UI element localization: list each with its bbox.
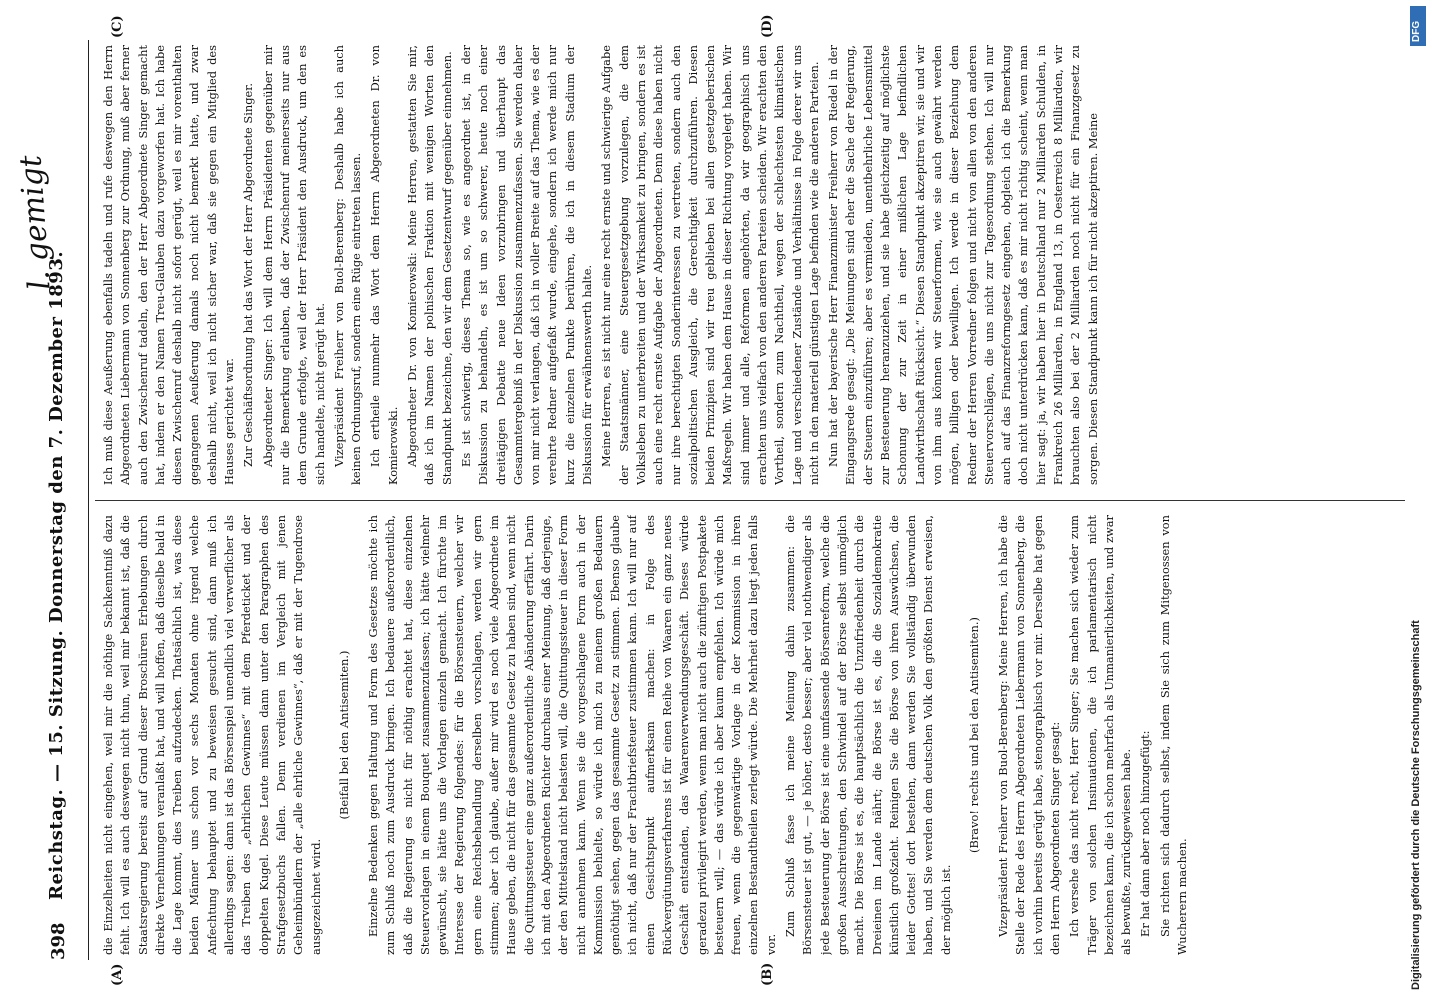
- stage-direction: (Bravo! rechts und bei den Antisemiten.): [967, 617, 982, 853]
- digitization-credit: [1408, 0, 1430, 1000]
- paragraph: Es ist schwierig, dieses Thema so, wie es angeordnet ist, in der Diskussion zu behandeln, es ist um so schwerer, heute noch einer dreitägigen Debatte neue Ideen vorzubringen und überhaupt das Gesammtergebniß in der Diskussion zusammenzufassen. Sie werden daher von mir nicht verlangen, daß ich in voller Breite auf das Thema, wie es der verehrte Redner aufgefaßt wurde, eingehe, sondern ich werde mich nur kurz die einzelnen Punkte berühren, die ich in diesem Stadium der Diskussion für erwähnenswerth halte.: [458, 45, 595, 485]
- page-header: [13, 40, 78, 960]
- handwritten-note: l. gemigt: [13, 154, 58, 292]
- speaker-paragraph: Abgeordneter Dr. von Komierowski: Meine Herren, gestatten Sie mir, daß ich im Namen der polnischen Fraktion mit wenigen Worten den Standpunkt bezeichne, den wir dem Gesetzentwurf gegenüber einnehmen.: [405, 45, 454, 485]
- paragraph: die Einzelheiten nicht eingehen, weil mir die nöthige Sachkenntniß dazu fehlt. Ich will es auch deswegen nicht thun, weil mir bekannt ist, daß die Staatsregierung bereits auf Grund dieser Broschüren Erhebungen durch direkte Vernehmungen veranlaßt hat, und will hoffen, daß dieselbe bald in die Lage kommt, dies Treiben aufzudecken. Thatsächlich ist, was diese beiden Männer uns schon vor sechs Monaten ohne irgend welche Anfechtung behauptet und zu beweisen gesucht sind, dann muß ich allerdings sagen: dann ist das Börsenspiel unendlich viel verwerflicher als das Treiben des „ehrlichen Gewinnes“ mit dem Pferdeticket und der doppelten Kugel. Diese Leute müssen dann unter den Paragraphen des Strafgesetzbuchs fallen. Denn verdienen im Vergleich mit jenen Geheimbündlern der „alle ehrliche Gewinnes“, daß er mit der Tugendrose ausgezeichnet wird.: [101, 515, 323, 955]
- margin-mark-c: (C): [110, 15, 125, 38]
- paragraph: Ich ertheile nunmehr das Wort dem Herrn Abgeordneten Dr. von Komierowski.: [368, 45, 400, 485]
- credit-text: Digitalisierung gefördert durch die Deutsche Forschungsgemeinschaft: [1410, 620, 1422, 990]
- speaker-paragraph: Vizepräsident Freiherr von Buol-Berenberg: Meine Herren, ich habe die Stelle der Rede des Herrn Abgeordneten Liebermann von Sonnenberg, die ich vorhin bereits gerügt habe, stenographisch vor mir. Derselbe hat gegen den Herrn Abgeordneten Singer gesagt:: [996, 515, 1062, 955]
- right-column: [100, 45, 1400, 485]
- dfg-badge-label: DFG: [1411, 20, 1422, 42]
- paragraph: Ich muß diese Aeußerung ebenfalls tadeln und rufe deswegen den Herrn Abgeordneten Liebermann von Sonnenberg zur Ordnung, muß aber ferner auch den Zwischenruf tadeln, den der Herr Abgeordnete Singer gemacht hat, indem er den Namen Treu-Glauben dazu vorgeworfen hat. Ich habe diesen Zwischenruf deshalb nicht sofort gerügt, weil es mir vorenthalten gegangenen Aeußerung damals noch nicht bemerkt hatte, und zwar deshalb nicht, weil ich nicht sicher war, daß sie gegen ein Mitglied des Hauses gerichtet war.: [101, 45, 237, 485]
- page-number: 398: [48, 922, 69, 960]
- quotation: Ich versehe das nicht recht, Herr Singer; Sie machen sich wieder zum Träger von solchen Insinuationen, die ich parlamentarisch nicht bezeichnen kann, die ich schon mehrfach als Unmanierlichkeiten, und zwar als bewußte, zurückgewiesen habe.: [1067, 515, 1134, 955]
- column-divider: [95, 500, 1405, 501]
- header-rule: [88, 40, 89, 960]
- paragraph: Meine Herren, es ist nicht nur eine recht ernste und schwierige Aufgabe der Staatsmänner, eine Steuergesetzgebung vorzulegen, die dem Volksleben zu unterbreiten und der Wirksamkeit zu bringen, sondern es ist auch eine recht ernste Aufgabe der Abgeordneten. Denn diese haben nicht nur ihre berechtigten Sonderinteressen zu vertreten, sondern auch den sozialpolitischen Ausgleich, die Gerechtigkeit durchzuführen. Diesen beiden Prinzipien sind wir treu geblieben bei allen gesetzgeberischen Maßregeln. Wir haben dem Hause in dieser Richtung vorgelegt haben. Wir sind immer und alle, Reformen angehörten, da wir geographisch uns erachten uns vielfach von den anderen Parteien scheiden. Wir erachten den Vortheil, sondern zum Nachtheil, wegen der schlechtesten klimatischen Lage und verschiedener Zustände und Verhältnisse in Folge derer wir uns nicht in den materiell günstigen Lage befinden wie die anderen Parteien.: [599, 45, 821, 485]
- quotation: Sie richten sich dadurch selbst, indem Sie sich zum Mitgenossen von Wucherern machen.: [1157, 515, 1190, 955]
- dfg-logo-icon: [1410, 6, 1426, 46]
- speaker-paragraph: Vizepräsident Freiherr von Buol-Berenberg: Deshalb habe ich auch keinen Ordnungsruf, sondern eine Rüge eintreten lassen.: [331, 45, 364, 485]
- paragraph: Zur Geschäftsordnung hat das Wort der Herr Abgeordnete Singer.: [241, 82, 256, 467]
- stage-direction: (Beifall bei den Antisemiten.): [337, 650, 352, 820]
- paragraph: Zum Schluß fasse ich meine Meinung dahin zusammen: die Börsensteuer ist gut, — je höher, desto besser; aber viel nothwendiger als jede Besteuerung der Börse ist eine umfassende Börsenreform, welche die großen Ausschreitungen, den Schwindel auf der Börse selbst unmöglich macht. Die Börse ist es, die hauptsächlich die Unzufriedenheit durch die Dreieinen im Lande nährt; die Börse ist es, die die Sozialdemokratie künstlich großzieht. Reinigen Sie die Börse von ihren Auswüchsen, die leider Gottes! dort bestehen, dann werden Sie vollständig überwunden haben, und Sie werden dem deutschen Volk den größten Dienst erweisen, der möglich ist.: [783, 515, 953, 955]
- margin-mark-d: (D): [760, 14, 775, 38]
- paragraph: Einzelne Bedenken gegen Haltung und Form des Gesetzes möchte ich zum Schluß noch zum Ausdruck bringen. Ich bedauere außerordentlich, daß die Regierung es nicht für nöthig erachtet hat, diese einzelnen Steuervorlagen in einem Bouquet zusammenzufassen; ich hätte vielmehr gewünscht, sie hätte uns die Vorlagen einzeln gemacht. Ich fürchte im Interesse der Regierung folgendes: für die Börsensteuern, welcher wir gern eine Reichsbehandlung derselben vorschlagen, werden wir gern stimmen; aber ich glaube, außer mir wird es noch viele Abgeordnete im Hause geben, die nicht für das gesammte Gesetz zu haben sind, wenn nicht die Quittungssteuer eine ganz außerordentliche Abänderung erfährt. Darin ich mit den Abgeordneten Richter durchaus einer Meinung, daß derjenige, der den Mittelstand nicht belasten will, die Quittungssteuer in dieser Form nicht annehmen kann. Wenn sie die vorgeschlagene Form auch in der Kommission behielte, so würde ich mich zu meinem großen Bedauern genöthigt sehen, gegen das gesammte Gesetz zu stimmen. Ebenso glaube ich nicht, daß nur der Frachtbriefsteuer zustimmen kann. Ich will nur auf einen Gesichtspunkt aufmerksam machen: in Folge des Rückvergütungsverfahrens ist für einen Reihe von Waaren ein ganz neues Geschäft entstanden, das Waarenverwendungsgeschäft. Dieses würde geradezu privilegirt werden, wenn man nicht auch die zünftigen Postpakete besteuern will; — das würde ich aber kaum empfehlen. Ich würde mich freuen, wenn die gegenwärtige Vorlage in der Kommission in ihren einzelnen Bestandtheilen zerlegt würde. Die Mehrheit dazu liegt jeden falls vor.: [365, 515, 778, 955]
- left-column: [100, 515, 1400, 955]
- running-head: Reichstag. — 15. Sitzung. Donnerstag den 7. Dezember 1893.: [46, 250, 67, 900]
- margin-mark-a: (A): [110, 963, 125, 986]
- paragraph: Er hat dann aber noch hinzugefügt:: [1138, 730, 1153, 937]
- paragraph: Nun hat der bayerische Herr Finanzminister Freiherr von Riedel in der Eingangsrede gesagt: „Die Meinungen sind eher die Sache der Regierung, der Steuern einzuführen; aber es vermieden, unentbehrliche Lebensmittel zur Besteuerung heranzuziehen, und sie habe gleichzeitig auf möglichste Schonung der zur Zeit in einer mißlichen Lage befindlichen Landwirthschaft Rücksicht.“ Diesen Standpunkt akzeptiren wir, sie und wir von ihm aus können wir Steuerformen, wie sie auch gewährt werden mögen, billigen oder bewilligen. Ich werde in dieser Beziehung dem Redner der Herren Vorredner folgen und nicht von allen von den anderen Steuervorschlägen, die uns nicht zur Tagesordnung stehen. Ich will nur auch auf das Finanzreformgesetz eingehen, obgleich ich die Bemerkung doch nicht unterdrücken kann, daß es mir nicht richtig scheint, wenn man hier sagt: ja, wir haben hier in Deutschland nur 2 Milliarden Schulden, in Frankreich 26 Milliarden, in England 13, in Oesterreich 8 Milliarden, wir brauchten also bei der 2 Milliarden noch nicht für ein Finanzgesetz zu sorgen. Diesen Standpunkt kann ich für nicht akzeptiren. Meine: [826, 45, 1100, 485]
- margin-mark-b: (B): [760, 962, 775, 986]
- speaker-paragraph: Abgeordneter Singer: Ich will dem Herrn Präsidenten gegenüber mir nur die Bemerkung erlauben, daß der Zwischenruf meinerseits nur aus dem Grunde erfolgte, weil der Herr Präsident den Ausdruck, um den es sich handelte, nicht gerügt hat.: [260, 45, 327, 485]
